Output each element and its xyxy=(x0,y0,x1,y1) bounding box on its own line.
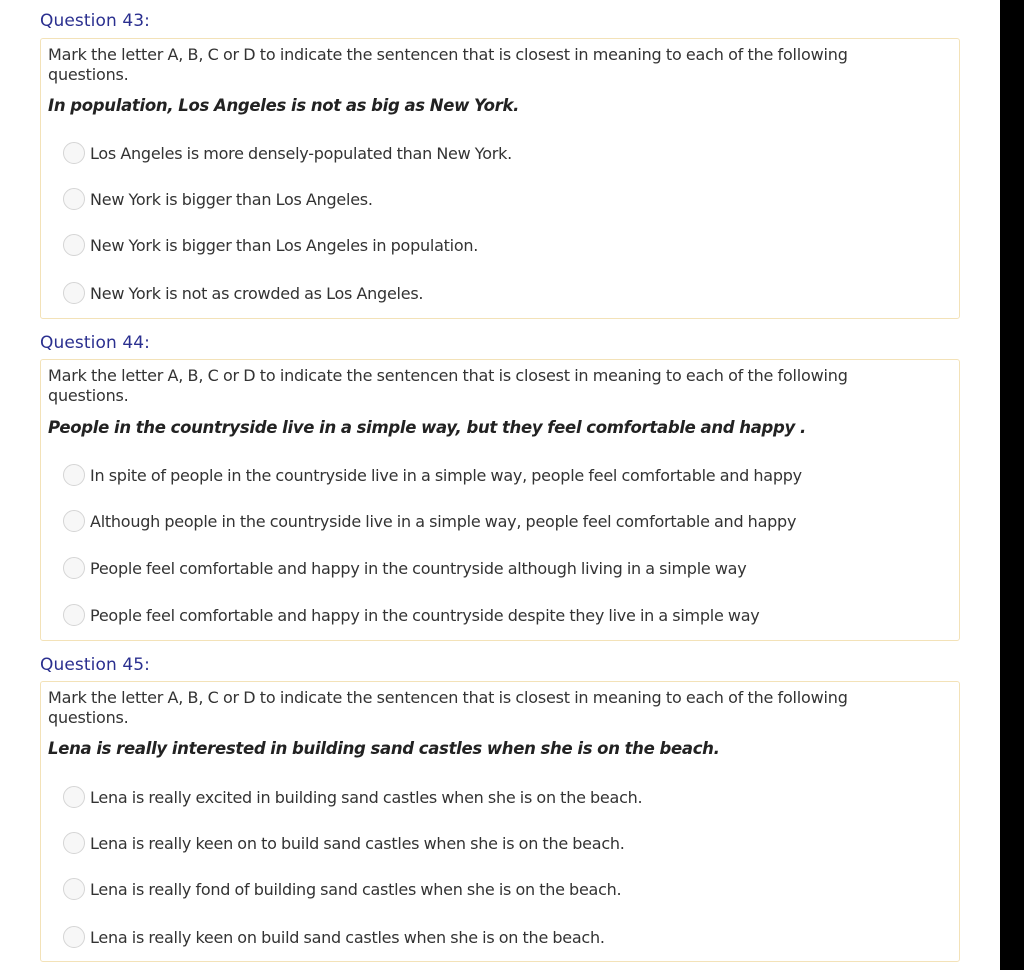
question-43-option-a[interactable] xyxy=(63,140,512,166)
question-44-title: Question 44: xyxy=(40,333,150,353)
radio-button[interactable] xyxy=(63,464,85,486)
radio-button[interactable] xyxy=(63,878,85,900)
question-43-instruction: Mark the letter A, B, C or D to indicate the sentencen that is closest in meaning to each of the following questions. xyxy=(48,45,848,84)
radio-button[interactable] xyxy=(63,786,85,808)
question-43-stem: In population, Los Angeles is not as big as New York. xyxy=(48,96,520,115)
option-label: Lena is really keen on build sand castles when she is on the beach. xyxy=(90,927,605,947)
question-45-option-a[interactable] xyxy=(63,784,642,810)
question-45-title: Question 45: xyxy=(40,655,150,675)
question-45-stem: Lena is really interested in building sand castles when she is on the beach. xyxy=(48,739,720,758)
option-label: Los Angeles is more densely-populated than New York. xyxy=(90,143,512,163)
question-43-option-d[interactable] xyxy=(63,280,423,306)
question-45-instruction: Mark the letter A, B, C or D to indicate the sentencen that is closest in meaning to each of the following questions. xyxy=(48,688,848,727)
option-label: People feel comfortable and happy in the countryside despite they live in a simple way xyxy=(90,605,760,625)
radio-button[interactable] xyxy=(63,557,85,579)
radio-button[interactable] xyxy=(63,188,85,210)
option-label: Lena is really fond of building sand castles when she is on the beach. xyxy=(90,879,622,899)
option-label: Although people in the countryside live in a simple way, people feel comfortable and happy xyxy=(90,511,797,531)
question-43-title: Question 43: xyxy=(40,11,150,31)
question-44-option-a[interactable] xyxy=(63,462,802,488)
radio-button[interactable] xyxy=(63,832,85,854)
question-43-card xyxy=(40,38,960,319)
radio-button[interactable] xyxy=(63,234,85,256)
scrollbar-track[interactable] xyxy=(990,0,1000,970)
question-45-option-b[interactable] xyxy=(63,830,625,856)
question-45-option-d[interactable] xyxy=(63,924,605,950)
question-44-card xyxy=(40,359,960,641)
option-label: In spite of people in the countryside live in a simple way, people feel comfortable and happy xyxy=(90,465,802,485)
radio-button[interactable] xyxy=(63,926,85,948)
question-44-instruction: Mark the letter A, B, C or D to indicate the sentencen that is closest in meaning to each of the following questions. xyxy=(48,366,848,405)
question-44-stem: People in the countryside live in a simple way, but they feel comfortable and happy . xyxy=(48,418,806,437)
radio-button[interactable] xyxy=(63,604,85,626)
option-label: New York is bigger than Los Angeles. xyxy=(90,189,373,209)
option-label: New York is bigger than Los Angeles in population. xyxy=(90,235,479,255)
question-44-option-d[interactable] xyxy=(63,602,760,628)
radio-button[interactable] xyxy=(63,142,85,164)
question-45-card xyxy=(40,681,960,962)
question-45-option-c[interactable] xyxy=(63,876,621,902)
question-44-option-b[interactable] xyxy=(63,508,796,534)
question-44-option-c[interactable] xyxy=(63,555,746,581)
radio-button[interactable] xyxy=(63,510,85,532)
radio-button[interactable] xyxy=(63,282,85,304)
option-label: New York is not as crowded as Los Angeles. xyxy=(90,283,424,303)
option-label: Lena is really excited in building sand castles when she is on the beach. xyxy=(90,787,643,807)
option-label: Lena is really keen on to build sand castles when she is on the beach. xyxy=(90,833,625,853)
option-label: People feel comfortable and happy in the countryside although living in a simple way xyxy=(90,558,747,578)
question-43-option-c[interactable] xyxy=(63,232,478,258)
question-43-option-b[interactable] xyxy=(63,186,373,212)
